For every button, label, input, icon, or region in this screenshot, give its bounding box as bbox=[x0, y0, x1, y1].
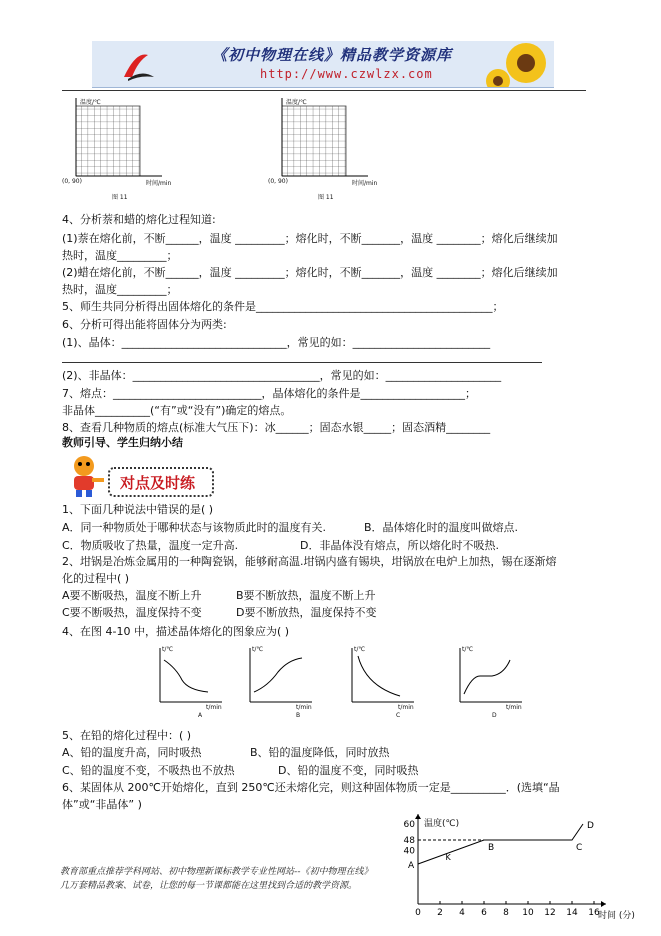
grid-figure-1 bbox=[62, 96, 202, 200]
chart-y-tick-label: 40 bbox=[403, 846, 415, 857]
p2-option-a: A要不断吸热，温度不断上升 bbox=[62, 589, 202, 602]
chart-y-tick-label: 48 bbox=[403, 836, 415, 846]
chart-x-tick-label: 6 bbox=[481, 908, 487, 918]
p4b-xlabel: t/min bbox=[296, 704, 312, 711]
chart-series-line bbox=[418, 824, 583, 864]
q4-line4: 热时，温度_________； bbox=[62, 283, 178, 296]
q6-line2: (2)、非晶体：__________________________________，常见的如：_____________________ bbox=[62, 369, 502, 382]
chart-x-tick-label: 12 bbox=[544, 908, 556, 918]
q6-intro: 6、分析可得出能将固体分为两类: bbox=[62, 318, 227, 331]
p4-graph-a bbox=[148, 646, 228, 722]
p4-graph-b bbox=[238, 646, 318, 722]
grid1-origin: (0, 90) bbox=[62, 178, 82, 185]
chart-xlabel: 时间 (分) bbox=[598, 911, 635, 921]
p2-option-c: C要不断吸热，温度保持不变 bbox=[62, 606, 202, 619]
p1-stem: 1、下面几种说法中错误的是( ) bbox=[62, 503, 214, 516]
q6-line1: (1)、晶体：______________________________，常见的如：_________________________ bbox=[62, 336, 491, 349]
p4d-ylabel: t/℃ bbox=[462, 646, 474, 653]
q4-line2: 热时，温度_________； bbox=[62, 249, 178, 262]
q4-intro: 4、分析萘和蜡的熔化过程知道: bbox=[62, 213, 216, 226]
q5-line: 5、师生共同分析得出固体熔化的条件是___________________________________________； bbox=[62, 300, 504, 313]
q7-line2: 非晶体__________(“有”或“没有”)确定的熔点。 bbox=[62, 404, 292, 417]
header-title: 《初中物理在线》精品教学资源库 bbox=[212, 46, 453, 64]
chart-x-tick-label: 2 bbox=[437, 908, 443, 918]
p5-stem: 5、在铅的熔化过程中：( ) bbox=[62, 729, 192, 742]
p5-option-b: B、铅的温度降低，同时放热 bbox=[250, 746, 390, 759]
chart-x-tick-label: 4 bbox=[459, 908, 465, 918]
chart-y-arrow-icon bbox=[415, 814, 421, 819]
p4c-xlabel: t/min bbox=[398, 704, 414, 711]
practice-title-box bbox=[108, 467, 214, 497]
chart-x-tick-label: 16 bbox=[588, 908, 600, 918]
chart-ylabel: 温度(℃) bbox=[424, 819, 460, 829]
q7-line1: 7、熔点：___________________________，晶体熔化的条件是___________________； bbox=[62, 387, 476, 400]
footer-line1: 教育部重点推荐学科网站、初中物理新课标教学专业性网站--《初中物理在线》 bbox=[60, 867, 373, 877]
p1-option-c: C．物质吸收了热量，温度一定升高. bbox=[62, 539, 239, 552]
chart-x-arrow-icon bbox=[601, 901, 606, 907]
chart-x-tick-label: 8 bbox=[503, 908, 509, 918]
grid1-caption: 图 11 bbox=[112, 194, 128, 201]
q4-line3: (2)蜡在熔化前，不断______，温度 _________；熔化时，不断_______，温度 ________；熔化后继续加 bbox=[62, 266, 558, 279]
p4-graph-d bbox=[448, 646, 528, 722]
chart-annotation-k: K bbox=[445, 853, 451, 862]
p1-option-b: B．晶体熔化时的温度叫做熔点. bbox=[364, 521, 519, 534]
chart-x-tick-label: 14 bbox=[566, 908, 578, 918]
chart-point-label-b: B bbox=[488, 843, 495, 853]
p5-option-c: C、铅的温度不变，不吸热也不放热 bbox=[62, 764, 235, 777]
p5-option-d: D、铅的温度不变，同时吸热 bbox=[278, 764, 419, 777]
footer-line2: 几万套精品教案、试卷，让您的每一节课都能在这里找到合适的教学资源。 bbox=[60, 881, 358, 891]
p5-option-a: A、铅的温度升高，同时吸热 bbox=[62, 746, 202, 759]
p4-stem: 4、在图 4-10 中，描述晶体熔化的图象应为( ) bbox=[62, 625, 290, 638]
chart-point-label-d: D bbox=[587, 821, 594, 831]
guide-heading: 教师引导、学生归纳小结 bbox=[62, 436, 183, 449]
p4a-ylabel: t/℃ bbox=[162, 646, 174, 653]
grid-figure-2 bbox=[268, 96, 408, 200]
p2-option-d: D要不断放热，温度保持不变 bbox=[236, 606, 377, 619]
blank-grid-1 bbox=[62, 96, 202, 186]
p2-line2: 化的过程中( ) bbox=[62, 572, 130, 585]
header-banner bbox=[92, 41, 554, 88]
chart-x-tick-label: 10 bbox=[522, 908, 534, 918]
chart-x-tick-label: 0 bbox=[415, 908, 421, 918]
q6-blank-rule bbox=[62, 362, 542, 363]
q4-line1: (1)萘在熔化前，不断______，温度 _________；熔化时，不断_______，温度 ________；熔化后继续加 bbox=[62, 232, 558, 245]
p4d-label: D bbox=[492, 712, 497, 719]
p4b-label: B bbox=[296, 712, 301, 719]
p4d-xlabel: t/min bbox=[506, 704, 522, 711]
grid2-caption: 图 11 bbox=[318, 194, 334, 201]
p4a-xlabel: t/min bbox=[206, 704, 222, 711]
p6-line2: 体”或“非晶体” ) bbox=[62, 798, 142, 811]
p4a-label: A bbox=[198, 712, 203, 719]
p4-graph-c bbox=[340, 646, 420, 722]
temperature-chart bbox=[400, 808, 640, 930]
p1-option-d: D．非晶体没有熔点，所以熔化时不吸热. bbox=[300, 539, 499, 552]
p4c-ylabel: t/℃ bbox=[354, 646, 366, 653]
chart-y-tick-label: 60 bbox=[403, 820, 415, 830]
grid2-xlabel: 时间/min bbox=[352, 180, 378, 187]
p4c-label: C bbox=[396, 712, 401, 719]
blank-grid-2 bbox=[268, 96, 408, 186]
p2-option-b: B要不断放热，温度不断上升 bbox=[236, 589, 376, 602]
p4b-ylabel: t/℃ bbox=[252, 646, 264, 653]
chart-point-label-c: C bbox=[576, 843, 583, 853]
p2-line1: 2、坩锅是冶炼金属用的一种陶瓷锅，能够耐高温.坩锅内盛有锡块，坩锅放在电炉上加热，锡在逐渐熔 bbox=[62, 555, 557, 568]
chart-point-label-a: A bbox=[408, 861, 415, 871]
p1-option-a: A．同一种物质处于哪种状态与该物质此时的温度有关. bbox=[62, 521, 327, 534]
practice-title: 对点及时练 bbox=[120, 474, 196, 492]
site-logo-icon bbox=[118, 47, 158, 83]
grid2-origin: (0, 90) bbox=[268, 178, 288, 185]
grid1-xlabel: 时间/min bbox=[146, 180, 172, 187]
header-url[interactable]: http://www.czwlzx.com bbox=[260, 67, 433, 81]
sunflower-icon bbox=[486, 41, 554, 87]
grid1-ylabel: 温度/℃ bbox=[80, 99, 101, 106]
grid2-ylabel: 温度/℃ bbox=[286, 99, 307, 106]
q8-line: 8、查看几种物质的熔点(标准大气压下)：冰______；固态水银_____；固态酒精________ bbox=[62, 421, 491, 434]
p6-line1: 6、某固体从 200℃开始熔化，直到 250℃还未熔化完，则这种固体物质一定是__________．(选填“晶 bbox=[62, 781, 560, 794]
header-divider bbox=[62, 90, 586, 91]
mascot-icon bbox=[62, 452, 108, 498]
